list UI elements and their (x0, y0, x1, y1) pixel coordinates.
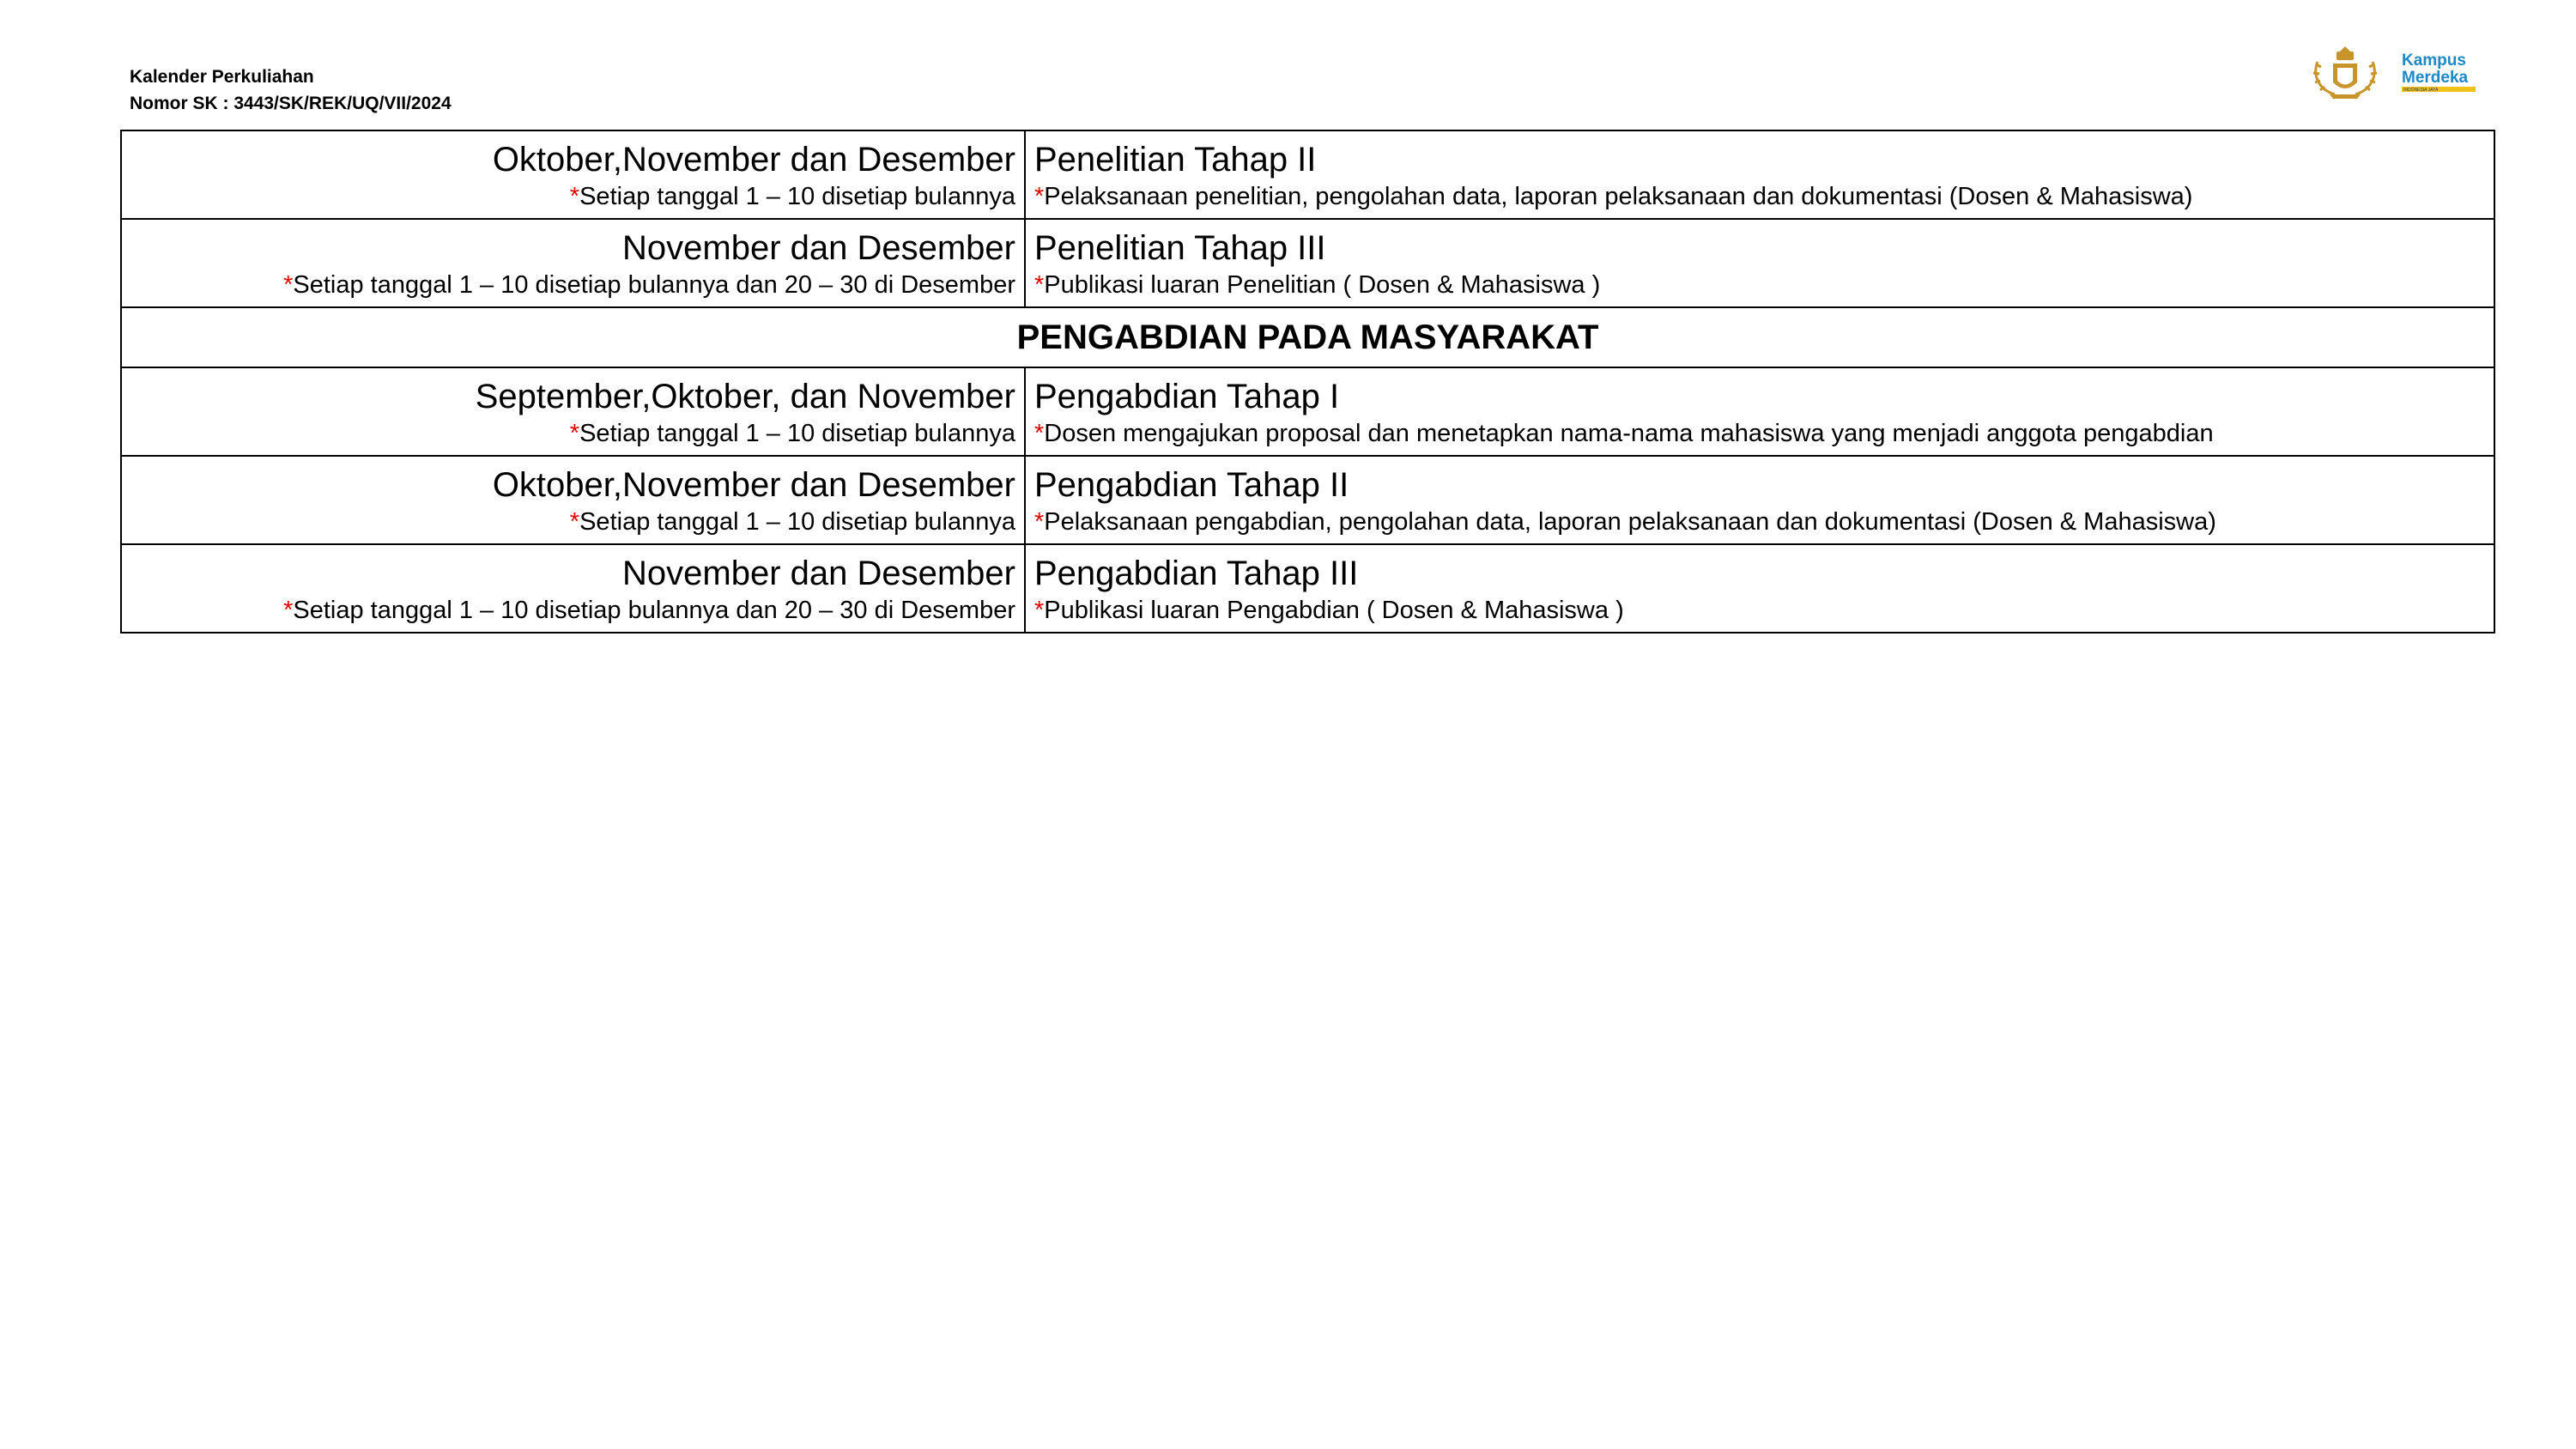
period-cell (121, 130, 1025, 219)
section-header-row (121, 307, 2494, 367)
period-note: *Setiap tanggal 1 – 10 disetiap bulannya dan 20 – 30 di Desember (283, 271, 1015, 299)
period-text: September,Oktober, dan November (475, 378, 1015, 415)
document-header (130, 64, 452, 117)
table-row (121, 130, 2494, 219)
period-note: *Setiap tanggal 1 – 10 disetiap bulannya (569, 508, 1015, 536)
kampus-merdeka-logo (2400, 48, 2489, 96)
period-note: *Setiap tanggal 1 – 10 disetiap bulannya dan 20 – 30 di Desember (283, 597, 1015, 624)
kampus-merdeka-line1: Kampus (2402, 52, 2466, 70)
activity-cell (1025, 544, 2494, 633)
activity-text: Pengabdian Tahap II (1034, 466, 1349, 504)
period-text: November dan Desember (622, 229, 1015, 267)
activity-text: Pengabdian Tahap III (1034, 555, 1359, 592)
activity-text: Penelitian Tahap II (1034, 141, 1317, 179)
period-cell (121, 367, 1025, 456)
period-cell (121, 219, 1025, 307)
table-row (121, 367, 2494, 456)
period-text: November dan Desember (622, 555, 1015, 592)
activity-cell (1025, 367, 2494, 456)
kampus-merdeka-line2: Merdeka (2402, 69, 2469, 87)
activity-cell (1025, 219, 2494, 307)
table-row (121, 219, 2494, 307)
activity-text: Pengabdian Tahap I (1034, 378, 1340, 415)
activity-cell (1025, 130, 2494, 219)
table-row (121, 456, 2494, 544)
logo-group (2309, 45, 2489, 100)
activity-note: *Publikasi luaran Penelitian ( Dosen & Mahasiswa ) (1034, 271, 1601, 299)
kampus-merdeka-tagline: INDONESIA JAYA (2403, 88, 2439, 93)
activity-note: *Dosen mengajukan proposal dan menetapkan nama-nama mahasiswa yang menjadi anggota pengabdian (1034, 420, 2214, 447)
calendar-table (120, 130, 2495, 634)
activity-note: *Pelaksanaan pengabdian, pengolahan data, laporan pelaksanaan dan dokumentasi (Dosen & Mahasiswa) (1034, 508, 2216, 536)
period-text: Oktober,November dan Desember (492, 466, 1015, 504)
period-text: Oktober,November dan Desember (492, 141, 1015, 179)
activity-note: *Publikasi luaran Pengabdian ( Dosen & Mahasiswa ) (1034, 597, 1624, 624)
activity-text: Penelitian Tahap III (1034, 229, 1326, 267)
period-note: *Setiap tanggal 1 – 10 disetiap bulannya (569, 420, 1015, 447)
table-row (121, 544, 2494, 633)
university-seal-icon (2309, 45, 2381, 100)
section-title: PENGABDIAN PADA MASYARAKAT (121, 307, 2494, 367)
period-cell (121, 456, 1025, 544)
sk-number: Nomor SK : 3443/SK/REK/UQ/VII/2024 (130, 94, 452, 113)
activity-note: *Pelaksanaan penelitian, pengolahan data, laporan pelaksanaan dan dokumentasi (Dosen & Mahasiswa) (1034, 183, 2193, 210)
period-note: *Setiap tanggal 1 – 10 disetiap bulannya (569, 183, 1015, 210)
activity-cell (1025, 456, 2494, 544)
period-cell (121, 544, 1025, 633)
document-title: Kalender Perkuliahan (130, 67, 314, 87)
